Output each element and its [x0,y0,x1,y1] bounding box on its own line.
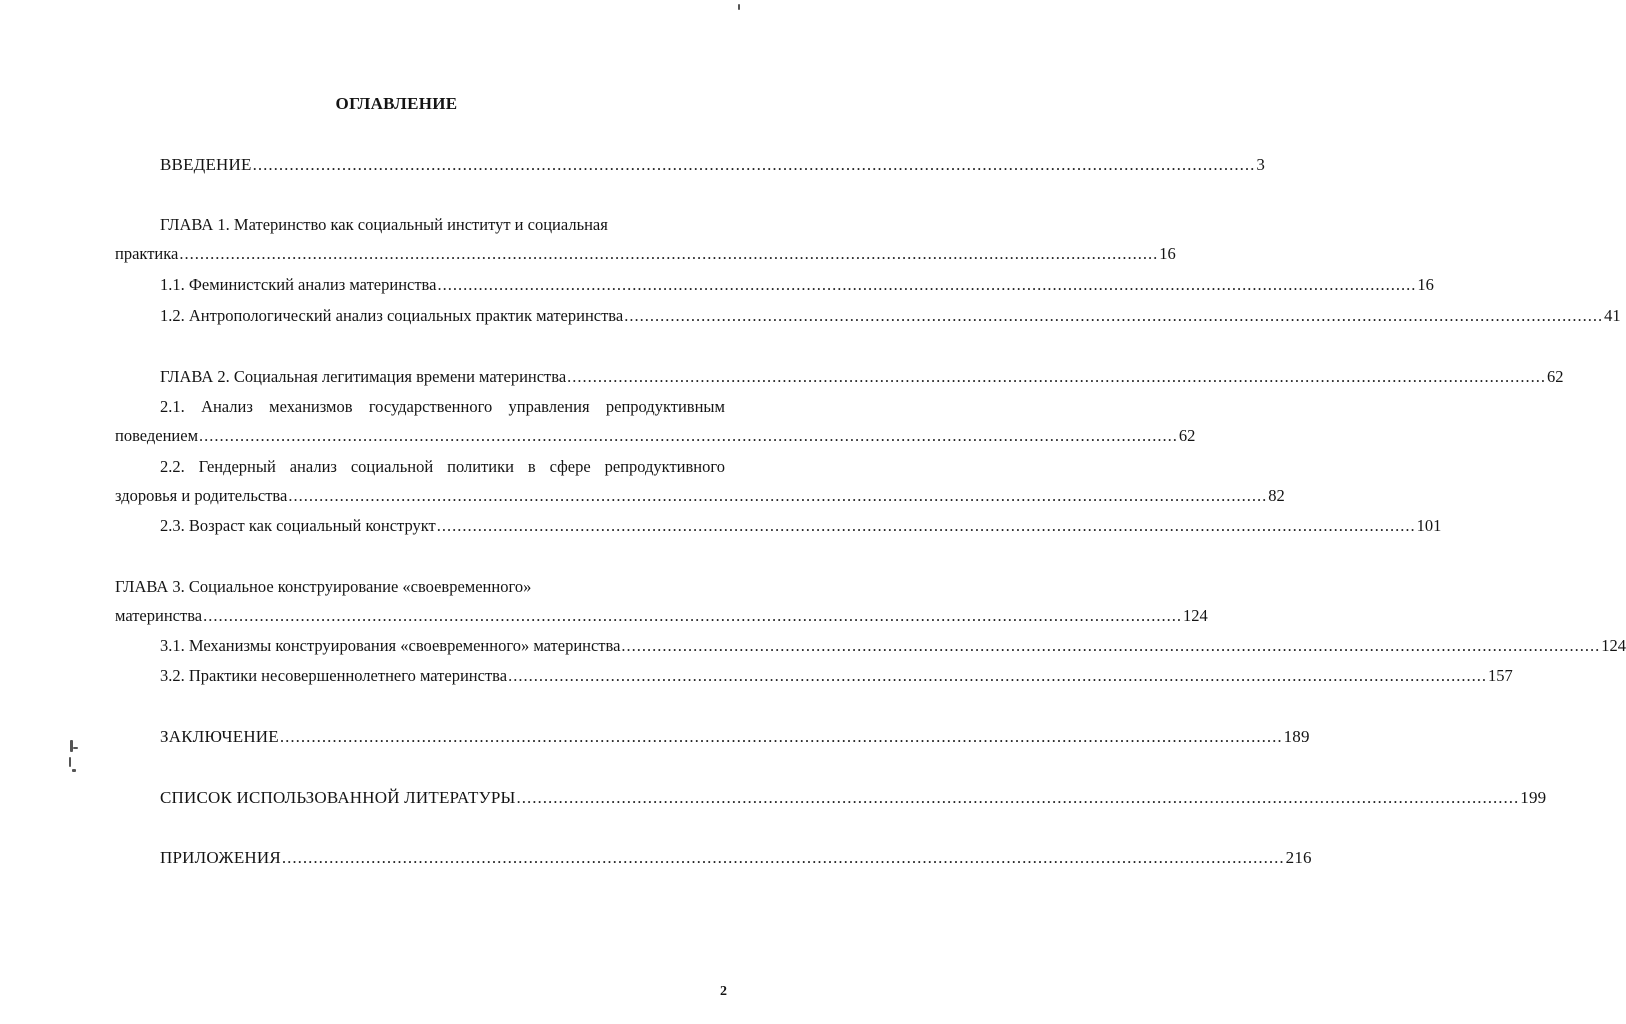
toc-entry-page: 82 [1268,486,1285,505]
toc-entry-page: 124 [1182,606,1208,625]
word: в [527,457,536,476]
word: 2.1. [160,397,185,416]
page-number: 2 [720,984,727,999]
dot-leader: ............................................................................................................................................................................................... [279,727,1283,746]
toc-entry-label: поведением [115,426,199,445]
word: репродуктивного [604,457,725,476]
toc-entry-page: 62 [1547,367,1564,386]
dot-leader: ............................................................................................................................................................................................... [621,636,1601,655]
toc-entry-label: ПРИЛОЖЕНИЯ [160,848,281,867]
toc-entry-chapter-1 [115,243,1176,265]
toc-entry-page: 189 [1283,727,1310,746]
toc-entry-label: СПИСОК ИСПОЛЬЗОВАННОЙ ЛИТЕРАТУРЫ [160,788,516,807]
toc-entry-chapter-2 [160,366,1564,388]
word: механизмов [269,397,353,416]
toc-entry-label: материнства [115,606,203,625]
toc-entry-label: 3.2. Практики несовершеннолетнего материнства [160,666,508,685]
toc-entry-label: здоровья и родительства [115,486,288,505]
toc-title: ОГЛАВЛЕНИЕ [335,94,458,113]
toc-entry-page: 3 [1256,155,1266,174]
toc-entry-section-2-1 [115,425,1196,447]
dot-leader: ............................................................................................................................................................................................... [288,486,1268,505]
word: социальной [350,457,434,476]
scan-speck [738,4,740,10]
toc-entry-section-3-1 [160,635,1626,657]
toc-entry-label: ЗАКЛЮЧЕНИЕ [160,727,279,746]
chapter-3-heading: ГЛАВА 3. Социальное конструирование «своевременного» [115,577,532,596]
scan-speck [72,769,76,772]
toc-entry-page: 101 [1416,516,1442,535]
toc-entry-page: 124 [1601,636,1626,655]
word: репродуктивным [605,397,725,416]
toc-entry-label: ГЛАВА 2. Социальная легитимация времени материнства [160,367,567,386]
toc-entry-page: 41 [1604,306,1621,325]
chapter-1-heading: ГЛАВА 1. Материнство как социальный институт и социальная [160,215,608,234]
dot-leader: ............................................................................................................................................................................................... [624,306,1604,325]
toc-entry-section-1-1 [160,274,1434,296]
word: анализ [289,457,337,476]
toc-entry-label: практика [115,244,179,263]
toc-entry-references [160,787,1547,809]
toc-entry-label: 1.2. Антропологический анализ социальных практик материнства [160,306,624,325]
toc-entry-section-3-2 [160,665,1513,687]
dot-leader: ............................................................................................................................................................................................... [203,606,1182,625]
scan-speck [70,740,73,752]
word: сфере [549,457,591,476]
word: управления [508,397,590,416]
dot-leader: ............................................................................................................................................................................................... [437,275,1417,294]
toc-entry-page: 216 [1285,848,1312,867]
toc-entry-intro [160,154,1266,176]
toc-entry-section-2-3 [160,515,1442,537]
toc-entry-section-2-2 [115,485,1285,507]
word: государственного [368,397,493,416]
toc-entry-page: 16 [1417,275,1434,294]
word: Анализ [201,397,253,416]
section-2-2-first-line [160,456,725,478]
toc-entry-label: ВВЕДЕНИЕ [160,155,252,174]
dot-leader: ............................................................................................................................................................................................... [252,155,1256,174]
toc-entry-label: 2.3. Возраст как социальный конструкт [160,516,436,535]
scan-speck [69,757,71,767]
toc-entry-appendix [160,847,1312,869]
dot-leader: ............................................................................................................................................................................................... [436,516,1416,535]
scan-speck [73,747,78,749]
toc-entry-label: 1.1. Феминистский анализ материнства [160,275,437,294]
toc-entry-chapter-3 [115,605,1208,627]
toc-entry-label: 3.1. Механизмы конструирования «своевременного» материнства [160,636,621,655]
dot-leader: ............................................................................................................................................................................................... [199,426,1178,445]
dot-leader: ............................................................................................................................................................................................... [179,244,1159,263]
toc-entry-section-1-2 [160,305,1621,327]
section-2-1-first-line [160,396,725,418]
word: политики [447,457,514,476]
dot-leader: ............................................................................................................................................................................................... [508,666,1487,685]
dot-leader: ............................................................................................................................................................................................... [281,848,1285,867]
word: 2.2. [160,457,185,476]
toc-entry-page: 62 [1178,426,1196,445]
toc-entry-page: 157 [1487,666,1513,685]
toc-entry-conclusion [160,726,1310,748]
dot-leader: ............................................................................................................................................................................................... [516,788,1520,807]
dot-leader: ............................................................................................................................................................................................... [567,367,1547,386]
word: Гендерный [198,457,276,476]
toc-entry-page: 199 [1520,788,1547,807]
toc-entry-page: 16 [1159,244,1176,263]
